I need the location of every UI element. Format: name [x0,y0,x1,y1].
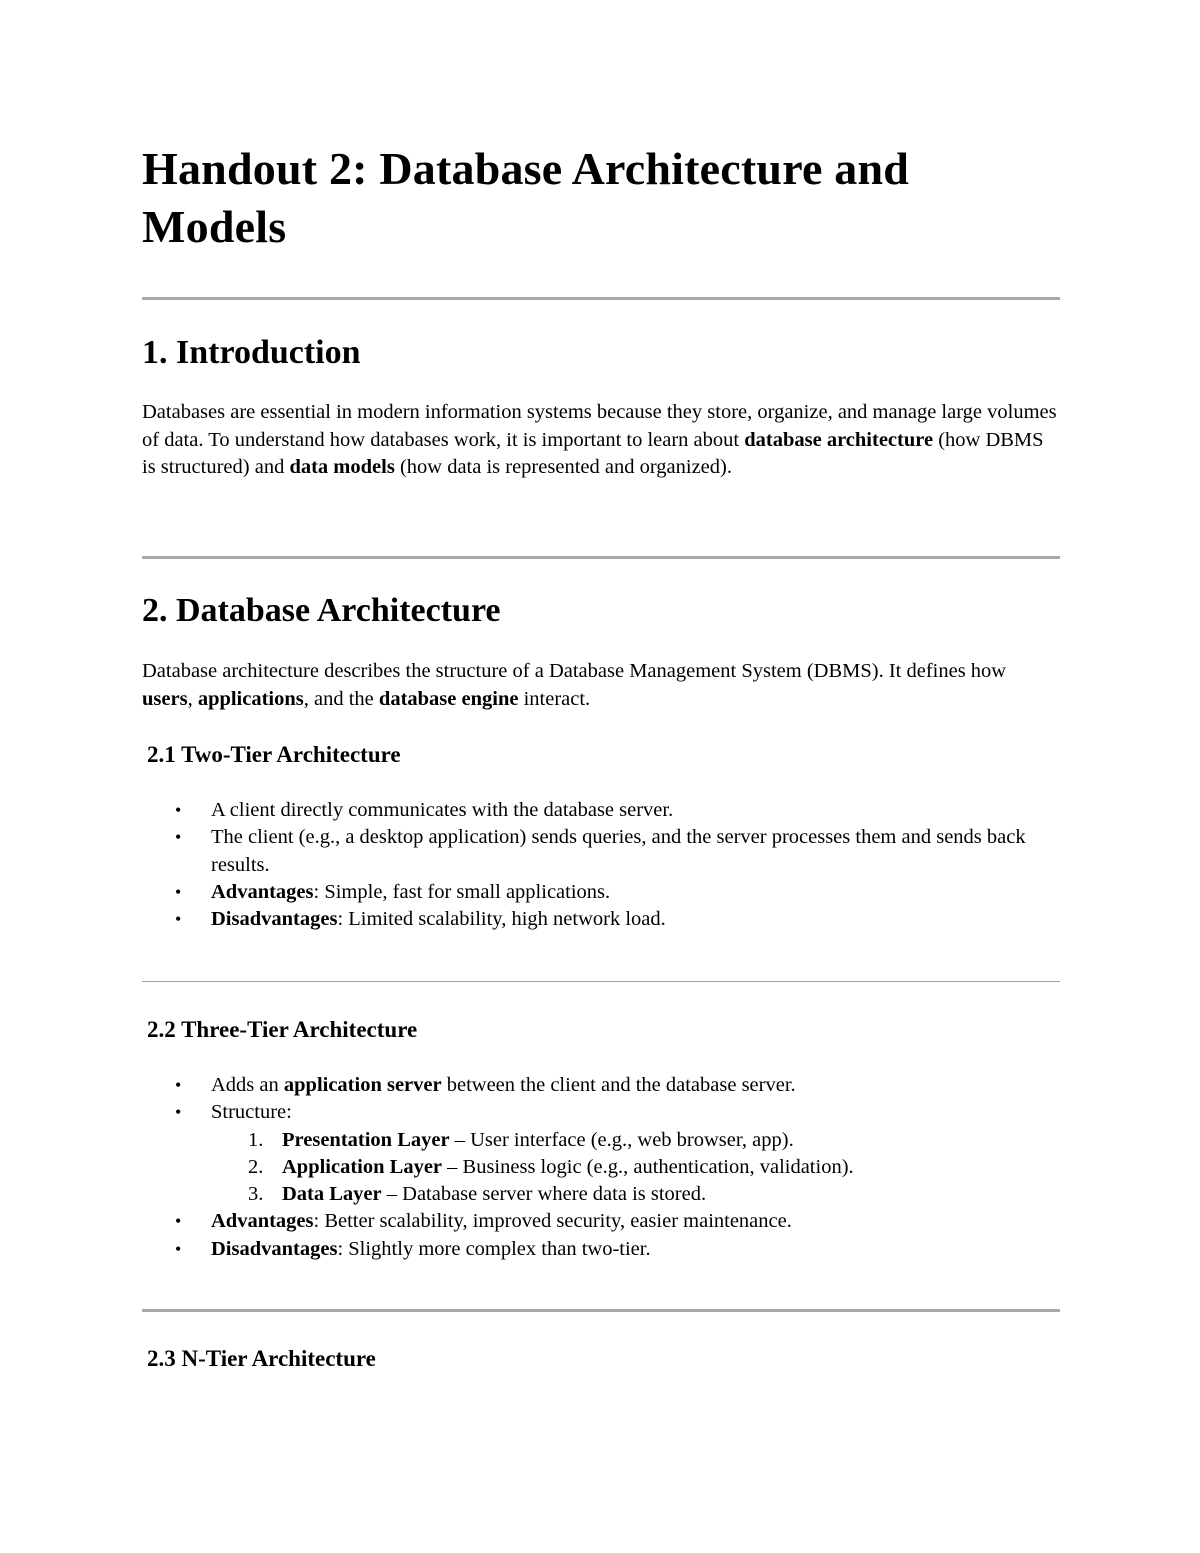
architecture-heading: 2. Database Architecture [142,592,501,629]
term-applications: applications [197,687,304,710]
list-item: 1. Presentation Layer – User interface (e.g., web browser, app). [248,1128,794,1151]
list-item: • Structure: 1. Presentation Layer – User interface (e.g., web browser, app). 2. Application Layer – Business logic (e.g., authentication, validation). 3. Data Layer – Database server where data is stored. [142,1099,1060,1208]
term-database-architecture: database architecture [744,428,934,451]
two-tier-list [142,797,1060,933]
term-users: users [142,687,188,710]
list-item: 3. Data Layer – Database server where data is stored. [248,1183,707,1206]
section-divider [142,981,1060,982]
intro-paragraph: Databases are essential in modern information systems because they store, organize, and manage large volumes of data. To understand how databases work, it is important to learn about database architecture (how DBMS is structured) and data models (how data is represented and organized). [142,401,1057,478]
section-divider [142,1309,1060,1312]
term-database-engine: database engine [378,687,519,710]
list-item: 2. Application Layer – Business logic (e.g., authentication, validation). [248,1155,854,1178]
page-title: Handout 2: Database Architecture and Models [142,143,910,252]
list-item: • A client directly communicates with the database server. [175,799,674,821]
three-tier-heading: 2.2 Three-Tier Architecture [147,1017,418,1042]
list-item: • Adds an application server between the client and the database server. [175,1074,796,1096]
term-data-models: data models [289,456,395,478]
layer-list [211,1127,1060,1209]
section-divider [142,297,1060,300]
section-divider [142,556,1060,559]
n-tier-heading: 2.3 N-Tier Architecture [147,1346,376,1371]
list-item: • Advantages: Better scalability, improved security, easier maintenance. [175,1210,792,1233]
three-tier-list [142,1072,1060,1263]
intro-heading: 1. Introduction [142,334,361,371]
list-item: • Disadvantages: Limited scalability, high network load. [175,908,666,931]
two-tier-heading: 2.1 Two-Tier Architecture [147,742,401,767]
list-item: • The client (e.g., a desktop application) sends queries, and the server processes them and sends back results. [175,826,1026,876]
list-item: • Advantages: Simple, fast for small applications. [175,880,611,903]
list-item: • Disadvantages: Slightly more complex than two-tier. [175,1237,651,1260]
architecture-paragraph: Database architecture describes the structure of a Database Management System (DBMS). It defines how users, applications, and the database engine interact. [142,660,1007,710]
